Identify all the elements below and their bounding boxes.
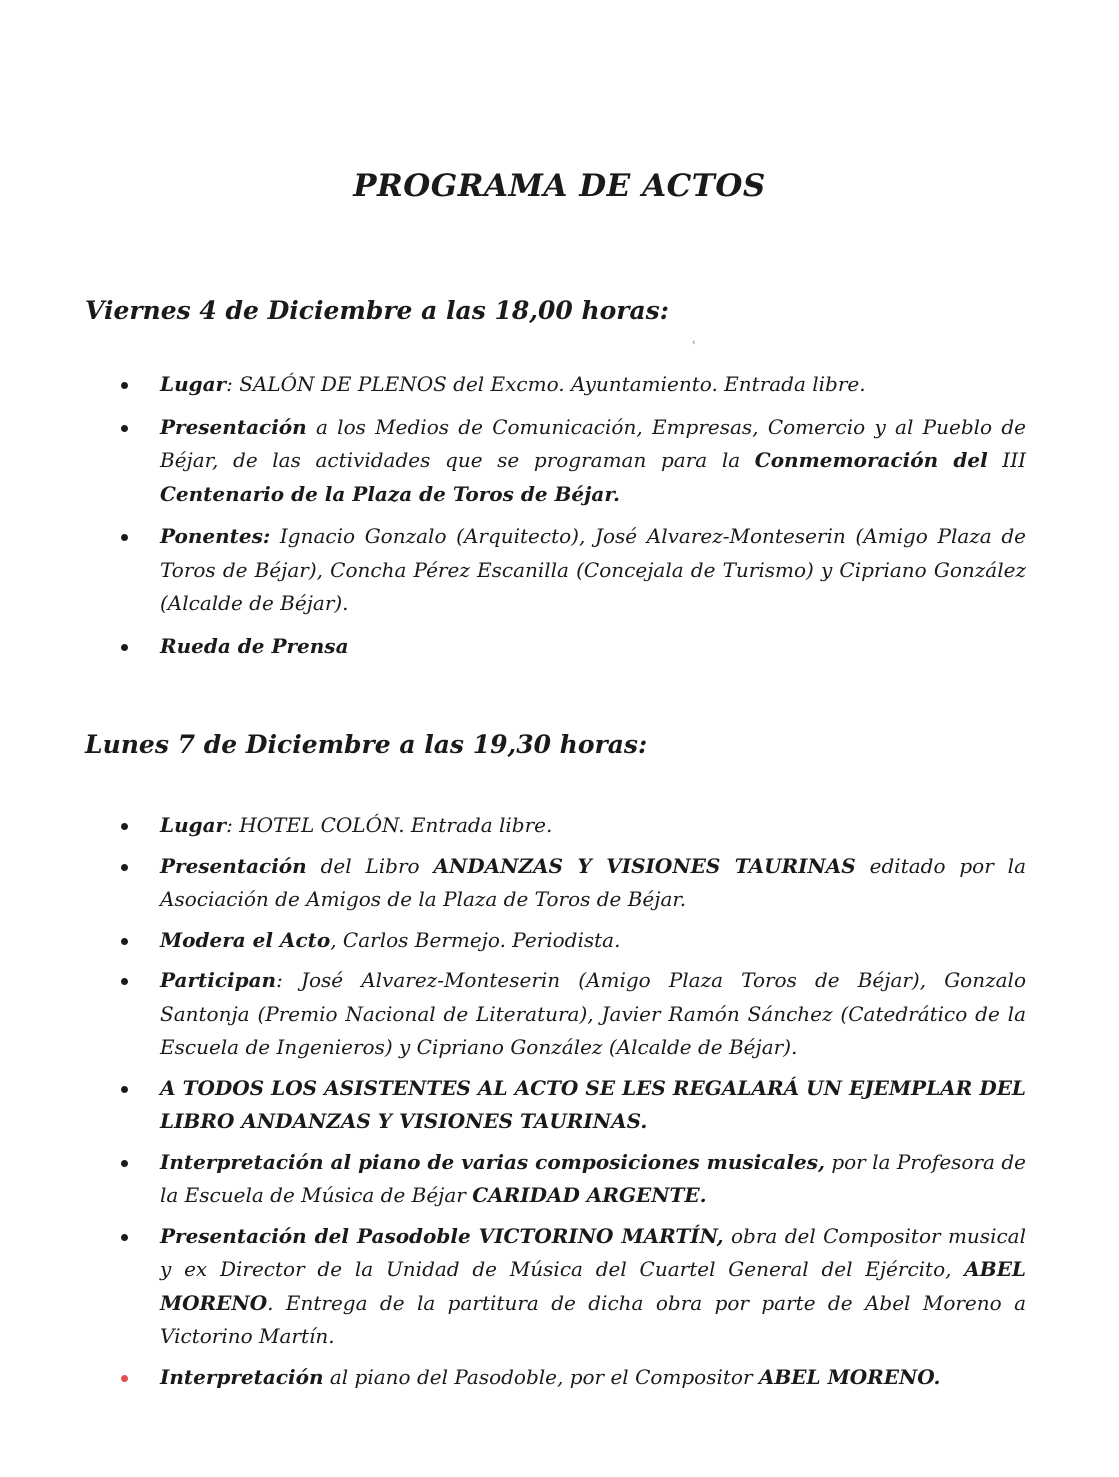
bullet-icon (121, 864, 128, 871)
page-title: PROGRAMA DE ACTOS (353, 168, 766, 204)
bold-text: Interpretación al piano de varias composiciones musicales, (160, 1149, 825, 1174)
list-item-rueda-de-prensa (0, 630, 1026, 664)
bold-text: Centenario de la Plaza de Toros de Béjar. (160, 481, 621, 506)
list-item-participan (0, 964, 1026, 1065)
item-text: : José Alvarez-Monteserin (Amigo Plaza Toros de Béjar), Gonzalo Santonja (Premio Nacional de Literatura), Javier Ramón Sánchez (Catedrático de la Escuela de Ingenieros) y Cipriano González (Alcalde de Béjar). (160, 968, 1026, 1059)
list-item-lugar (0, 809, 1026, 843)
bullet-icon (121, 1160, 128, 1167)
bold-text: ANDANZAS Y VISIONES TAURINAS (433, 853, 856, 878)
section-list-viernes (0, 368, 1119, 663)
list-item-regalo (0, 1072, 1026, 1139)
list-item-ponentes (0, 520, 1026, 621)
item-text: Ignacio Gonzalo (Arquitecto), José Alvarez-Monteserin (Amigo Plaza de Toros de Béjar), Concha Pérez Escanilla (Concejala de Turismo) y Cipriano González (Alcalde de Béjar). (160, 524, 1026, 615)
item-text: : SALÓN DE PLENOS del Excmo. Ayuntamiento. Entrada libre. (226, 372, 866, 396)
section-list-lunes (0, 809, 1119, 1394)
bold-text: Lugar (160, 372, 227, 396)
bold-text: Ponentes: (160, 524, 271, 548)
bullet-icon (121, 938, 128, 945)
section-heading-lunes: Lunes 7 de Diciembre a las 19,30 horas: (85, 730, 648, 759)
section-heading-viernes: Viernes 4 de Diciembre a las 18,00 horas: (85, 296, 669, 325)
item-text: por la Profesora de la Escuela de Música de Béjar (160, 1149, 1026, 1207)
bold-text: Lugar (160, 813, 227, 837)
bold-text: Interpretación (160, 1364, 324, 1389)
item-text: al piano del Pasodoble, por el Compositor (323, 1364, 759, 1389)
item-text: a los Medios de Comunicación, Empresas, Comercio y al Pueblo de Béjar, de las actividades que se programan para la (160, 414, 1026, 472)
item-text: III (987, 448, 1027, 472)
bullet-icon (121, 823, 128, 830)
bold-text: Presentación (160, 414, 307, 439)
bold-text: Modera el Acto (160, 927, 331, 952)
bold-text: Participan (160, 968, 277, 992)
bullet-icon (121, 382, 128, 389)
bullet-icon (121, 1375, 128, 1382)
list-item-presentacion-libro (0, 850, 1026, 917)
stray-mark: ‹ (692, 338, 696, 348)
bold-text: ABEL MORENO. (758, 1364, 941, 1389)
bullet-icon (121, 425, 128, 432)
item-text: obra del Compositor musical y ex Director de la Unidad de Música del Cuartel General del Ejército, (160, 1223, 1026, 1281)
bold-text: Conmemoración del (754, 448, 988, 472)
list-item-lugar (0, 368, 1026, 402)
bullet-icon (121, 534, 128, 541)
item-text: del Libro (306, 853, 434, 878)
bullet-icon (121, 978, 128, 985)
bullet-icon (121, 1234, 128, 1241)
bold-text: ABEL MORENO (160, 1257, 1026, 1315)
item-text: editado por la Asociación de Amigos de la Plaza de Toros de Béjar. (160, 853, 1026, 911)
list-item-presentacion (0, 411, 1026, 512)
bold-text: CARIDAD ARGENTE. (472, 1183, 707, 1207)
bold-text: A TODOS LOS ASISTENTES AL ACTO SE LES REGALARÁ UN EJEMPLAR DEL LIBRO ANDANZAS Y VISIONES TAURINAS. (160, 1075, 1026, 1133)
list-item-pasodoble (0, 1220, 1026, 1354)
item-text: , Carlos Bermejo. Periodista. (330, 927, 621, 952)
bullet-icon (121, 644, 128, 651)
bullet-icon (121, 1086, 128, 1093)
item-text: . Entrega de la partitura de dicha obra por parte de Abel Moreno a Victorino Martín. (160, 1290, 1026, 1348)
list-item-interpretacion-pasodoble (0, 1361, 1026, 1395)
item-text: : HOTEL COLÓN. Entrada libre. (226, 813, 553, 837)
list-item-interpretacion-piano (0, 1146, 1026, 1213)
bold-text: Presentación (160, 853, 307, 878)
bold-text: Presentación del Pasodoble VICTORINO MARTÍN, (160, 1223, 724, 1248)
list-item-modera (0, 924, 1026, 958)
bold-text: Rueda de Prensa (160, 633, 349, 658)
